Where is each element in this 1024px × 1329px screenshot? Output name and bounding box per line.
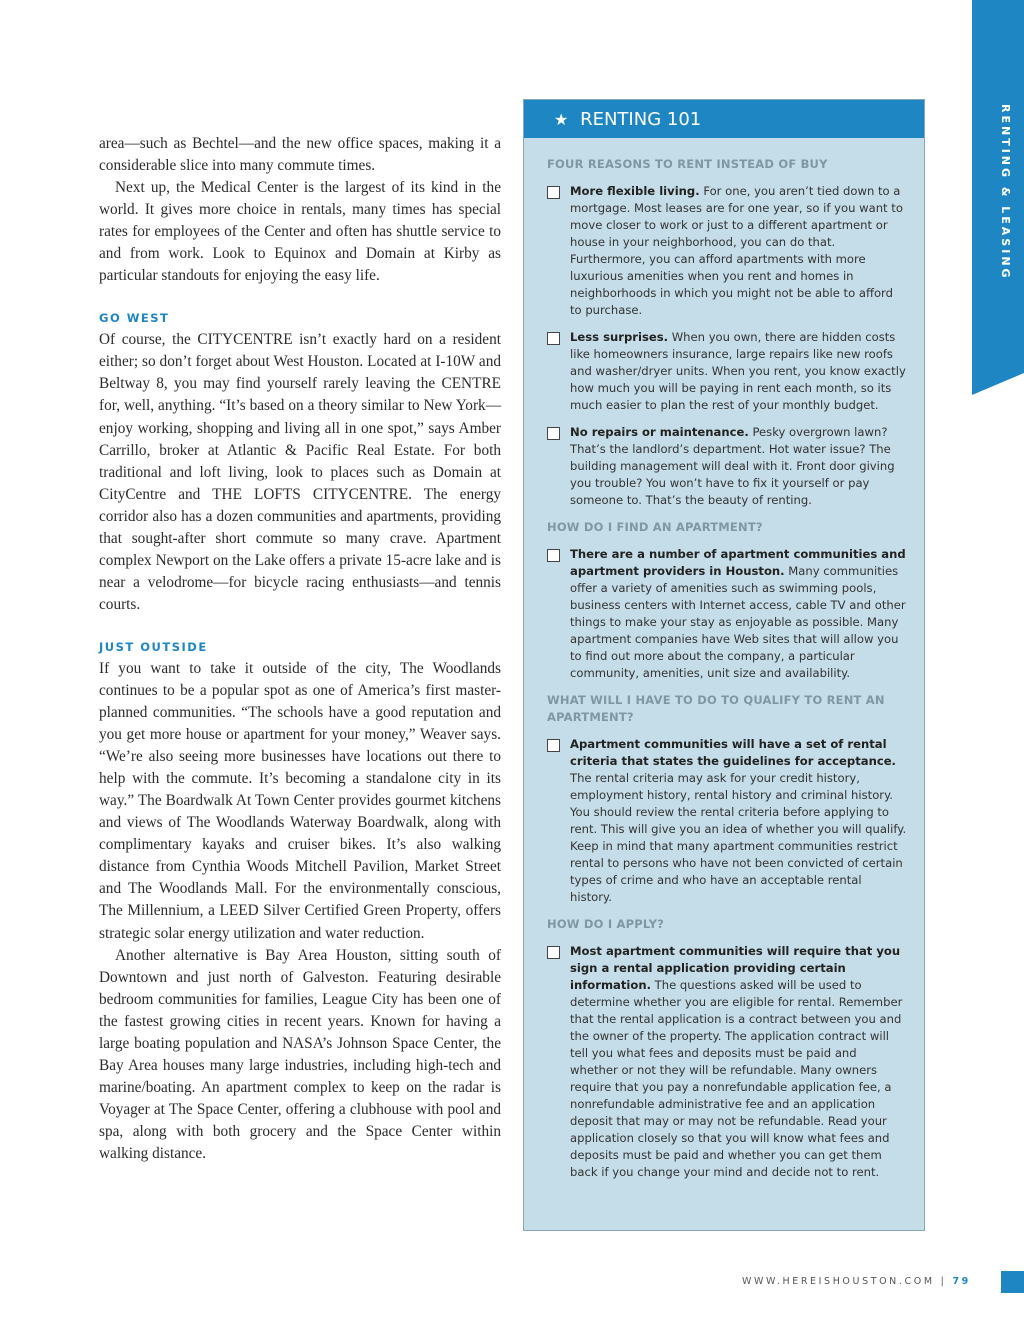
checkbox-icon[interactable] (547, 946, 560, 959)
checklist-item-body: Many communities offer a variety of amenities such as swimming pools, business centers with Internet access, cable TV and other things to make your stay as enjoyable as possible. Many apartment companies have Web sites that will allow you to find out more about the company, a particular community, amenities, unit size and availability. (570, 564, 906, 680)
checkbox-icon[interactable] (547, 549, 560, 562)
sidebar-section-title: HOW DO I APPLY? (547, 917, 664, 931)
checklist-item-lead: There are a number of apartment communities and apartment providers in Houston. (570, 547, 906, 578)
checklist-item (547, 546, 907, 682)
paragraph: If you want to take it outside of the city, The Woodlands continues to be a popular spot as one of America’s first master-planned communities. “The schools have a good reputation and you get more house or apartment for your money,” Weaver says. “We’re also seeing more businesses have locations out there to help with the commute. It’s becoming a standalone city in its way.” The Boardwalk At Town Center provides gourmet kitchens and views of The Woodlands Waterway Boardwalk, along with complimentary kayaks and cruiser bikes. It’s also walking distance from Cynthia Woods Mitchell Pavilion, Market Street and The Woodlands Mall. For the environmentally conscious, The Millennium, a LEED Silver Certified Green Property, offers strategic solar energy utilization and water reduction. (99, 659, 501, 942)
checklist-item-text (570, 329, 907, 414)
paragraph: area—such as Bechtel—and the new office spaces, making it a considerable slice into many commute times. (99, 135, 501, 175)
page-number: 79 (952, 1276, 971, 1287)
checklist-item-body: For one, you aren’t tied down to a mortgage. Most leases are for one year, so if you want to move closer to work or just to a different apartment or house in your neighborhood, you can do that. Furthermore, you can afford apartments with more luxurious amenities when you rent and homes in neighborhoods in which you might not be able to afford to purchase. (570, 184, 903, 317)
footer-separator: | (940, 1276, 947, 1287)
article-column (99, 133, 501, 1165)
checklist-item-text (570, 736, 907, 906)
section-heading-just-outside: JUST OUTSIDE (99, 639, 208, 654)
sidebar-body (547, 156, 907, 1191)
sidebar-section-title: HOW DO I FIND AN APARTMENT? (547, 520, 763, 534)
checklist-item-body: When you own, there are hidden costs like homeowners insurance, large repairs like new roofs and washer/dryer units. When you rent, you know exactly how much you will be paying in rent each month, so its much easier to plan the rest of your monthly budget. (570, 330, 906, 412)
side-tab (972, 0, 1024, 373)
checklist-item-text (570, 943, 907, 1181)
website-url[interactable]: WWW.HEREISHOUSTON.COM (742, 1276, 935, 1287)
checklist-item-body: The rental criteria may ask for your credit history, employment history, rental history and criminal history. You should review the rental criteria before applying to rent. This will give you an idea of whether you will qualify. Keep in mind that many apartment communities restrict rental to persons who have not been convicted of certain types of crime and who have an acceptable rental history. (570, 771, 907, 904)
sidebar-header (524, 100, 924, 138)
paragraph: Next up, the Medical Center is the largest of its kind in the world. It gives more choice in rentals, many times has special rates for employees of the Center and often has shuttle service to and from work. Look to Equinox and Domain at Kirby as particular standouts for enjoying the easy life. (99, 179, 501, 285)
checkbox-icon[interactable] (547, 186, 560, 199)
checklist-item (547, 329, 907, 414)
page-footer (742, 1276, 971, 1287)
side-tab-label: RENTING & LEASING (999, 104, 1012, 281)
checklist-item (547, 424, 907, 509)
checklist-item (547, 736, 907, 906)
checklist-item-lead: No repairs or maintenance. (570, 425, 749, 439)
sidebar-section-title: FOUR REASONS TO RENT INSTEAD OF BUY (547, 157, 828, 171)
corner-accent-block (1001, 1271, 1024, 1293)
checklist-item-lead: More flexible living. (570, 184, 700, 198)
checklist-item-body: Pesky overgrown lawn? That’s the landlord’s department. Hot water issue? The building management will deal with it. Front door giving you trouble? You won’t have to fix it yourself or pay someone to. That’s the beauty of renting. (570, 425, 895, 507)
paragraph: Another alternative is Bay Area Houston, sitting south of Downtown and just north of Galveston. Featuring desirable bedroom communities for families, League City has been one of the fastest growing cities in recent years. Known for having a large boating population and NASA’s Johnson Space Center, the Bay Area houses many large industries, including high-tech and marine/boating. An apartment complex to keep on the radar is Voyager at The Space Center, offering a clubhouse with pool and spa, along with both grocery and the Space Center within walking distance. (99, 946, 501, 1162)
star-icon: ★ (554, 110, 569, 129)
section-heading-go-west: GO WEST (99, 311, 170, 326)
checkbox-icon[interactable] (547, 332, 560, 345)
checklist-item (547, 943, 907, 1181)
checkbox-icon[interactable] (547, 427, 560, 440)
checklist-item-text (570, 546, 907, 682)
paragraph: Of course, the CITYCENTRE isn’t exactly hard on a resident either; so don’t forget about West Houston. Located at I-10W and Beltway 8, you may find yourself rarely leaving the CENTRE for, well, anything. “It’s based on a theory similar to New York—enjoy working, shopping and living all in one spot,” says Amber Carrillo, broker at Atlantic & Pacific Real Estate. For both traditional and loft living, look to places such as Domain at CityCentre and THE LOFTS CITYCENTRE. The energy corridor also has a dozen communities and apartments, providing that sought-after short commute so many crave. Apartment complex Newport on the Lake offers a private 15-acre lake and is near a velodrome—for bicycle racing enthusiasts—and tennis courts. (99, 331, 501, 613)
checklist-item-text (570, 424, 907, 509)
sidebar-section-title: WHAT WILL I HAVE TO DO TO QUALIFY TO RENT AN APARTMENT? (547, 693, 885, 724)
sidebar-title: RENTING 101 (580, 109, 702, 130)
renting-101-sidebar (523, 99, 925, 1231)
checklist-item (547, 183, 907, 319)
checklist-item-lead: Most apartment communities will require that you sign a rental application providing certain information. (570, 944, 901, 992)
checklist-item-text (570, 183, 907, 319)
checklist-item-lead: Less surprises. (570, 330, 669, 344)
checkbox-icon[interactable] (547, 739, 560, 752)
checklist-item-body: The questions asked will be used to determine whether you are eligible for rental. Remember that the rental application is a contract between you and the owner of the property. The application contract will tell you what fees and deposits must be paid and whether or not they will be refundable. Many owners require that you pay a nonrefundable application fee, a nonrefundable administrative fee and an application deposit that may or may not be refundable. Read your application closely so that you will know what fees and deposits must be paid and whether you can get them back if you change your mind and decide not to rent. (570, 978, 903, 1179)
checklist-item-lead: Apartment communities will have a set of rental criteria that states the guidelines for acceptance. (570, 737, 896, 768)
